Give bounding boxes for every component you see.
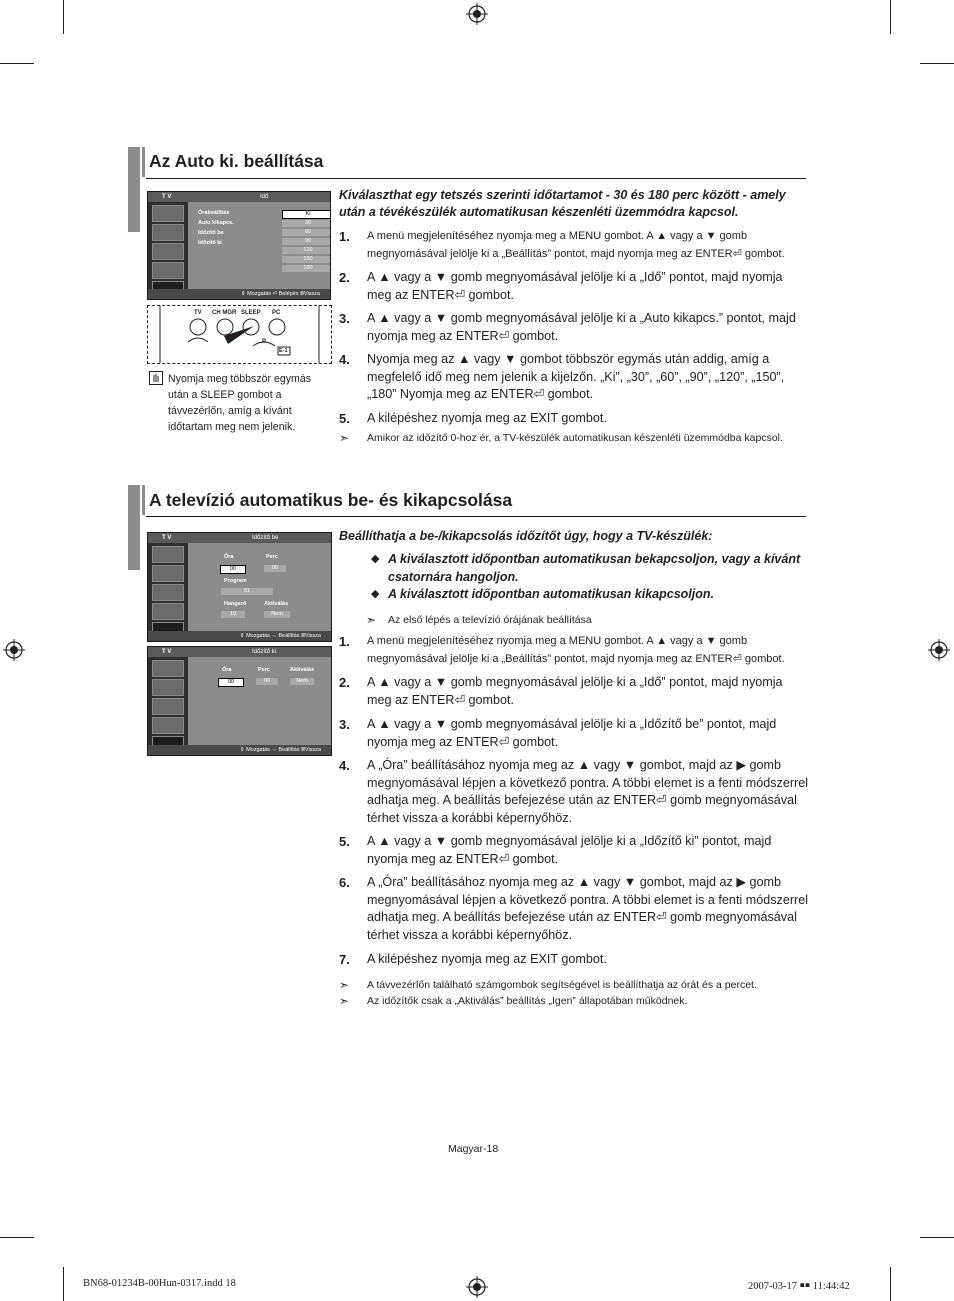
setup-menu-icon <box>152 717 184 734</box>
note-item: ➣ A távvezérlőn található számgombok segítségével is beállíthatja az órát és a percet. <box>339 978 757 992</box>
diamond-icon: ◆ <box>371 553 380 565</box>
osd-option: 150 <box>282 256 331 263</box>
picture-menu-icon <box>152 660 184 677</box>
step-item: 7. A kilépéshez nyomja meg az EXIT gombot. <box>339 952 607 967</box>
setup-menu-icon <box>152 262 184 279</box>
osd-value: 10 <box>221 611 245 618</box>
osd-title: Időzítő ki <box>252 649 277 655</box>
sound-menu-icon <box>152 565 184 582</box>
section-intro: Beállíthatja a be-/kikapcsolás időzítőt úgy, hogy a TV-készülék: <box>339 529 713 543</box>
osd-tv-label: T V <box>162 194 172 200</box>
osd-value: Nem <box>264 611 290 618</box>
osd-footer: ⇕ Mozgatás ⏎ Belépés ⅢVissza <box>148 289 330 299</box>
osd-option: 180 <box>282 265 331 272</box>
remote-button-label: PC <box>272 310 281 316</box>
page-number: Magyar-18 <box>448 1143 499 1155</box>
remote-illustration <box>147 305 332 364</box>
osd-label: Időzítő ki <box>198 240 222 246</box>
registration-mark-icon <box>3 639 25 661</box>
crop-mark <box>890 1267 891 1301</box>
picture-menu-icon <box>152 546 184 563</box>
bullet-item: ◆ A kiválasztott időpontban automatikusan kikapcsoljon. <box>371 586 811 604</box>
crop-mark <box>920 1237 954 1238</box>
crop-mark <box>63 1267 64 1301</box>
osd-tv-label: T V <box>162 649 172 655</box>
remote-p-label: P <box>262 339 267 345</box>
osd-option: 90 <box>282 238 331 245</box>
osd-option: Ki <box>282 210 331 219</box>
channel-menu-icon <box>152 698 184 715</box>
crop-mark <box>0 63 34 64</box>
picture-menu-icon <box>152 205 184 222</box>
channel-menu-icon <box>152 584 184 601</box>
osd-value: 01 <box>221 588 273 595</box>
osd-value: 00 <box>218 678 244 687</box>
osd-label: Időzítő be <box>198 230 224 236</box>
osd-option: 60 <box>282 229 331 236</box>
osd-timer-on: T V Időzítő be Óra Perc 00 00 Program 01 Hangerő Aktiválás 10 Nem ⇕ Mozgatás ⇔ Beállítás ⅢVissza <box>147 532 332 642</box>
remote-badge: E-1 <box>279 348 288 354</box>
section-bar <box>142 147 145 177</box>
sleep-tip: Nyomja meg többször egymás után a SLEEP gombot a távvezérlőn, amíg a kívánt időtartam meg nem jelenik. <box>168 373 312 433</box>
note-item: ➣ Az első lépés a televízió órájának beállítása <box>366 613 592 627</box>
registration-mark-icon <box>466 3 488 25</box>
crop-mark <box>0 1237 34 1238</box>
step-item: 3. A ▲ vagy a ▼ gomb megnyomásával jelölje ki a „Auto kikapcs.” pontot, majd nyomja meg az ENTER⏎ gombot. <box>339 311 796 343</box>
hand-icon <box>149 371 163 385</box>
osd-value: 00 <box>264 565 286 572</box>
footer-date: 2007-03-17 ￭￭ 11:44:42 <box>748 1281 850 1292</box>
crop-mark <box>890 0 891 34</box>
remote-control-icon <box>148 306 331 363</box>
channel-menu-icon <box>152 243 184 260</box>
osd-option: 30 <box>282 220 331 227</box>
osd-value: 00 <box>220 565 246 574</box>
section-title: Az Auto ki. beállítása <box>149 151 324 171</box>
step-item: 1. A menü megjelenítéséhez nyomja meg a MENU gombot. A ▲ vagy a ▼ gomb megnyomásával jelölje ki a „Beállítás” pontot, majd nyomja meg az ENTER⏎ gombot. <box>339 634 785 665</box>
osd-value: 00 <box>256 678 278 685</box>
sound-menu-icon <box>152 224 184 241</box>
remote-button-label: TV <box>194 310 202 316</box>
step-item: 5. A kilépéshez nyomja meg az EXIT gombot. <box>339 411 607 426</box>
note-item: ➣ Amikor az időzítő 0-hoz ér, a TV-készülék automatikusan készenléti üzemmódba kapcsol. <box>339 431 783 445</box>
step-item: 2. A ▲ vagy a ▼ gomb megnyomásával jelölje ki a „Idő” pontot, majd nyomja meg az ENTER⏎ gombot. <box>339 270 783 302</box>
osd-label: Auto kikapcs. <box>198 220 234 226</box>
remote-button-label: SLEEP <box>241 310 261 316</box>
osd-footer: ⇕ Mozgatás ⇔ Beállítás ⅢVissza <box>148 631 331 641</box>
section-bar <box>142 485 145 515</box>
step-item: 3. A ▲ vagy a ▼ gomb megnyomásával jelölje ki a „Időzítő be” pontot, majd nyomja meg az ENTER⏎ gombot. <box>339 717 777 749</box>
osd-footer: ⇕ Mozgatás ⇔ Beállítás ⅢVissza <box>148 745 331 755</box>
osd-title: Idő <box>260 194 269 200</box>
step-item: 6. A „Óra” beállításához nyomja meg az ▲ vagy ▼ gombot, majd az ▶ gomb megnyomásával lépjen a következő pontra. A többi elemet is a fenti módszerrel adhatja meg. A beállítás befejezése után az ENTER⏎ gomb megnyomásával térhet vissza a korábbi képernyőhöz. <box>339 875 809 942</box>
section-bar <box>128 147 140 232</box>
osd-timer-off: T V Időzítő ki Óra Perc Aktiválás 00 00 Nem ⇕ Mozgatás ⇔ Beállítás ⅢVissza <box>147 646 332 756</box>
bullet-item: ◆ A kiválasztott időpontban automatikusan bekapcsoljon, vagy a kívánt csatornára hangoljon. <box>371 552 801 584</box>
crop-mark <box>63 0 64 34</box>
osd-label: Órabeállítás <box>198 210 230 216</box>
osd-time-menu <box>147 191 331 300</box>
footer-file: BN68-01234B-00Hun-0317.indd 18 <box>83 1278 236 1289</box>
crop-mark <box>920 63 954 64</box>
osd-value: Nem <box>290 678 314 685</box>
step-item: 4. A „Óra” beállításához nyomja meg az ▲ vagy ▼ gombot, majd az ▶ gomb megnyomásával lépjen a következő pontra. A többi elemet is a fenti módszerrel adhatja meg. A beállítás befejezése után az ENTER⏎ gomb megnyomásával térhet vissza a korábbi képernyőhöz. <box>339 758 809 825</box>
remote-button-label: CH MGR <box>212 310 237 316</box>
step-item: 1. A menü megjelenítéséhez nyomja meg a MENU gombot. A ▲ vagy a ▼ gomb megnyomásával jelölje ki a „Beállítás” pontot, majd nyomja meg az ENTER⏎ gombot. <box>339 229 785 260</box>
osd-title: Időzítő be <box>252 535 279 541</box>
section-intro: Kiválaszthat egy tetszés szerinti időtartamot - 30 és 180 perc között - amely után a tévékészülék automatikusan készenléti üzemmódra kapcsol. <box>339 188 786 219</box>
sound-menu-icon <box>152 679 184 696</box>
step-item: 4. Nyomja meg az ▲ vagy ▼ gombot többször egymás után addig, amíg a megfelelő idő meg nem jelenik a kijelzőn. „Ki”, „30”, „60”, „90”, „120”, „150”, „180” Nyomja meg az ENTER⏎ gombot. <box>339 352 785 401</box>
note-item: ➣ Az időzítők csak a „Aktiválás” beállítás „Igen” állapotában működnek. <box>339 994 688 1008</box>
section-bar <box>128 485 140 570</box>
registration-mark-icon <box>466 1276 488 1298</box>
arrow-icon: ➣ <box>339 431 350 445</box>
step-item: 2. A ▲ vagy a ▼ gomb megnyomásával jelölje ki a „Idő” pontot, majd nyomja meg az ENTER⏎ gombot. <box>339 675 783 707</box>
section-rule <box>146 516 806 517</box>
registration-mark-icon <box>928 639 950 661</box>
arrow-icon: ➣ <box>339 994 350 1008</box>
arrow-icon: ➣ <box>366 613 377 627</box>
section-rule <box>146 178 806 179</box>
osd-option: 120 <box>282 247 331 254</box>
setup-menu-icon <box>152 603 184 620</box>
diamond-icon: ◆ <box>371 588 380 600</box>
section-title: A televízió automatikus be- és kikapcsolása <box>149 490 513 510</box>
arrow-icon: ➣ <box>339 978 350 992</box>
step-item: 5. A ▲ vagy a ▼ gomb megnyomásával jelölje ki a „Időzítő ki” pontot, majd nyomja meg az ENTER⏎ gombot. <box>339 834 772 866</box>
osd-tv-label: T V <box>162 535 172 541</box>
